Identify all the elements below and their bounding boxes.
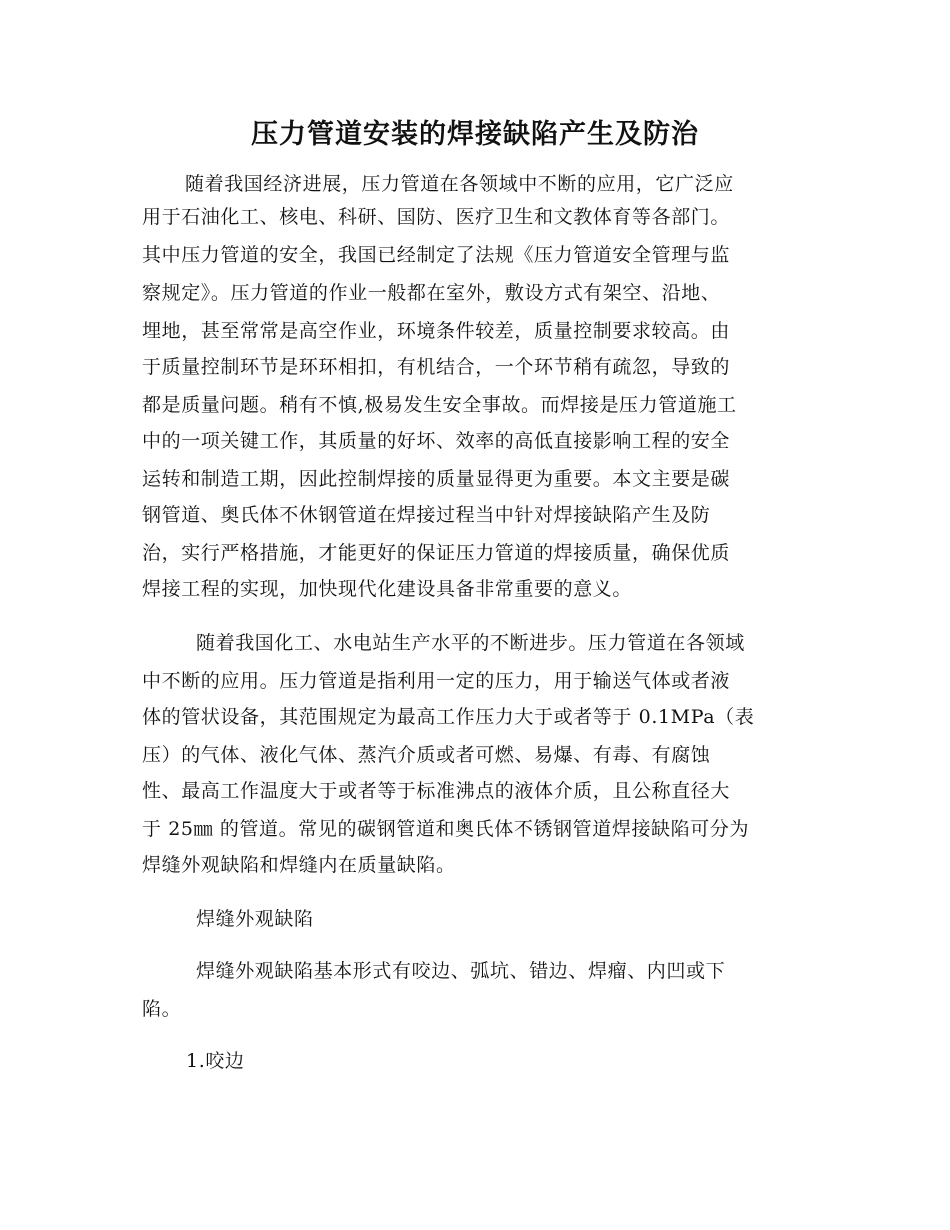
text-line: 都是质量问题。稍有不慎,极易发生安全事故。而焊接是压力管道施工 [142, 394, 737, 416]
text-line: 压）的气体、液化气体、蒸汽介质或者可燃、易爆、有毒、有腐蚀 [142, 744, 711, 766]
item-heading: 1.咬边 [186, 1050, 245, 1072]
text-line: 焊缝外观缺陷基本形式有咬边、弧坑、错边、焊瘤、内凹或下 [196, 960, 726, 982]
text-line: 钢管道、奥氏体不休钢管道在焊接过程当中针对焊接缺陷产生及防 [142, 504, 711, 526]
text-line: 用于石油化工、核电、科研、国防、医疗卫生和文教体育等各部门。 [142, 206, 731, 228]
text-line: 察规定》。压力管道的作业一般都在室外，敷设方式有架空、沿地、 [142, 282, 721, 304]
text-line: 体的管状设备，其范围规定为最高工作压力大于或者等于 0.1MPa（表 [142, 706, 755, 728]
text-line: 焊缝外观缺陷和焊缝内在质量缺陷。 [142, 854, 456, 876]
text-line: 中不断的应用。压力管道是指利用一定的压力，用于输送气体或者液 [142, 670, 731, 692]
text-line: 埋地，甚至常常是高空作业，环境条件较差，质量控制要求较高。由 [142, 320, 731, 342]
section-heading: 焊缝外观缺陷 [196, 908, 314, 930]
text-line: 随着我国经济进展，压力管道在各领域中不断的应用，它广泛应 [185, 173, 734, 195]
text-line: 治，实行严格措施，才能更好的保证压力管道的焊接质量，确保优质 [142, 542, 731, 564]
text-line: 于 25㎜ 的管道。常见的碳钢管道和奥氏体不锈钢管道焊接缺陷可分为 [142, 818, 750, 840]
text-line: 随着我国化工、水电站生产水平的不断进步。压力管道在各领域 [196, 632, 745, 654]
text-line: 中的一项关键工作，其质量的好坏、效率的高低直接影响工程的安全 [142, 430, 731, 452]
text-line: 性、最高工作温度大于或者等于标准沸点的液体介质，且公称直径大 [142, 780, 731, 802]
document-title: 压力管道安装的焊接缺陷产生及防治 [251, 119, 699, 150]
text-line: 其中压力管道的安全，我国已经制定了法规《压力管道安全管理与监 [142, 244, 731, 266]
text-line: 运转和制造工期，因此控制焊接的质量显得更为重要。本文主要是碳 [142, 468, 731, 490]
text-line: 陷。 [142, 998, 182, 1020]
text-line: 于质量控制环节是环环相扣，有机结合，一个环节稍有疏忽，导致的 [142, 356, 731, 378]
text-line: 焊接工程的实现，加快现代化建设具备非常重要的意义。 [142, 578, 633, 600]
